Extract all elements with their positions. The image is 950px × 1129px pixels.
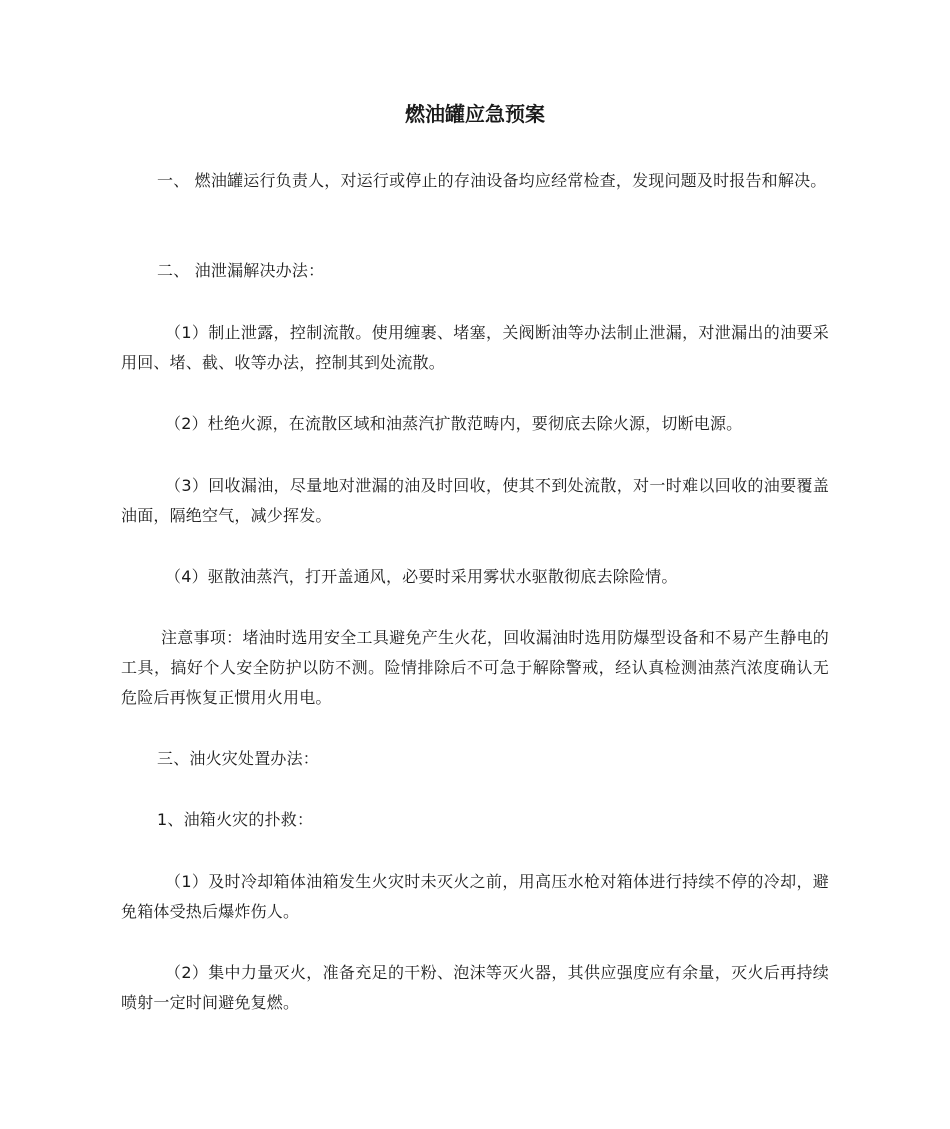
paragraph-section-3-heading: 三、油火灾处置办法： [157,749,320,768]
paragraph-notes: 注意事项：堵油时选用安全工具避免产生火花，回收漏油时选用防爆型设备和不易产生静电的工具，搞好个人安全防护以防不测。险情排除后不可急于解除警戒，经认真检测油蒸汽浓度确认无危险后再恢复正惯用火用电。 [121,628,829,707]
paragraph-item-4: （4）驱散油蒸汽，打开盖通风，必要时采用雾状水驱散彻底去除险情。 [165,567,678,586]
paragraph-item-2: （2）杜绝火源，在流散区域和油蒸汽扩散范畴内，要彻底去除火源，切断电源。 [165,414,743,433]
paragraph-item-1: （1）制止泄露，控制流散。使用缠裹、堵塞，关阀断油等办法制止泄漏，对泄漏出的油要采用回、堵、截、收等办法，控制其到处流散。 [121,323,829,372]
document-title: 燃油罐应急预案 [405,102,545,126]
paragraph-subsection-1-heading: 1、油箱火灾的扑救： [157,810,314,829]
paragraph-section-1: 一、 燃油罐运行负责人，对运行或停止的存油设备均应经常检查，发现问题及时报告和解决。 [157,171,827,190]
paragraph-fire-item-2: （2）集中力量灭火，准备充足的干粉、泡沫等灭火器，其供应强度应有余量，灭火后再持续喷射一定时间避免复燃。 [121,963,829,1012]
paragraph-fire-item-1: （1）及时冷却箱体油箱发生火灾时未灭火之前，用高压水枪对箱体进行持续不停的冷却，避免箱体受热后爆炸伤人。 [121,872,829,921]
paragraph-section-2-heading: 二、 油泄漏解决办法： [157,261,325,280]
paragraph-item-3: （3）回收漏油，尽量地对泄漏的油及时回收，使其不到处流散，对一时难以回收的油要覆盖油面，隔绝空气，减少挥发。 [121,476,829,525]
